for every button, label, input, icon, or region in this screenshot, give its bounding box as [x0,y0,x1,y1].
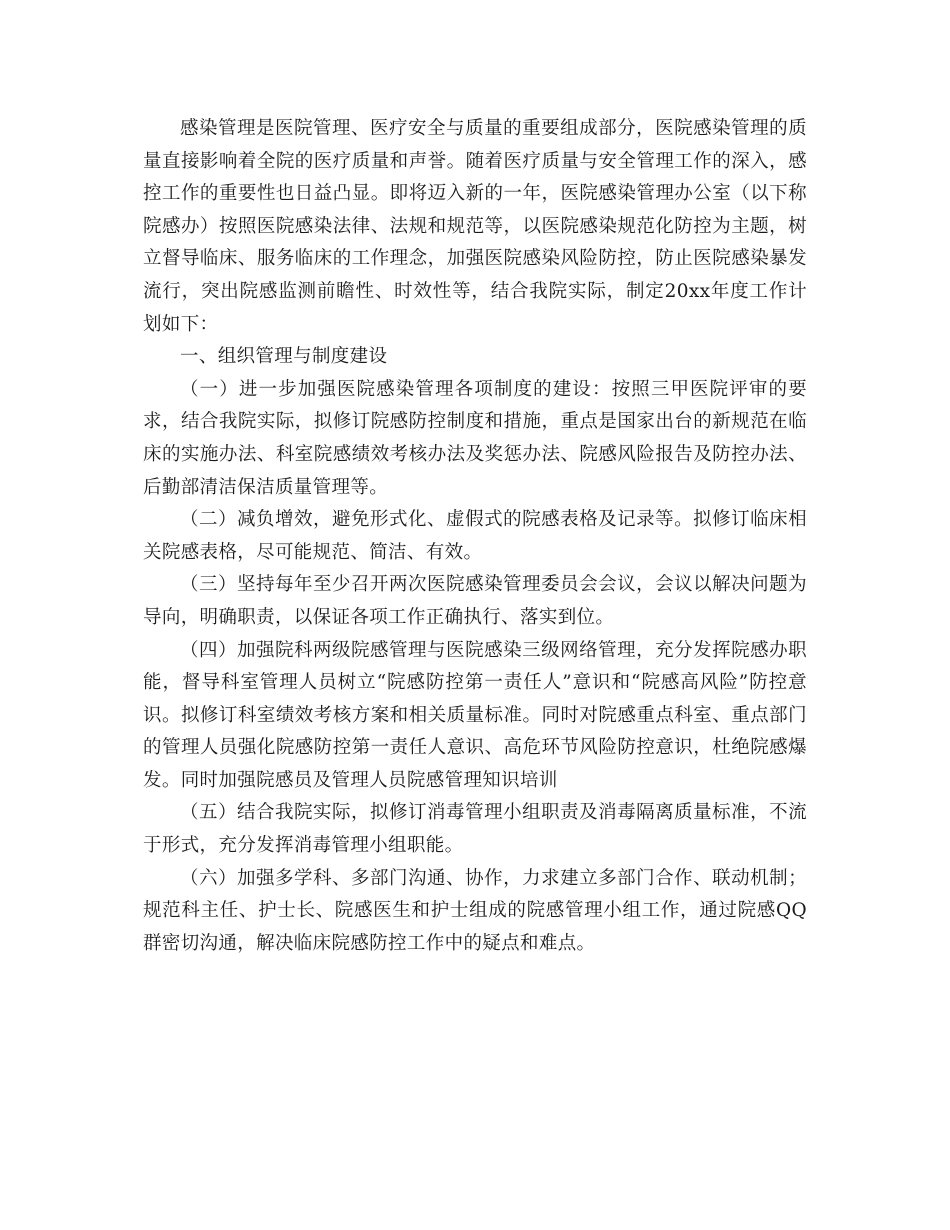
document-page [143,113,807,960]
item-paragraph-2: （二）减负增效，避免形式化、虚假式的院感表格及记录等。拟修订临床相关院感表格，尽可能规范、简洁、有效。 [143,509,807,563]
item-paragraph-5: （五）结合我院实际，拟修订消毒管理小组职责及消毒隔离质量标准，不流于形式，充分发挥消毒管理小组职能。 [143,802,807,857]
item-paragraph-1: （一）进一步加强医院感染管理各项制度的建设：按照三甲医院评审的要求，结合我院实际，拟修订院感防控制度和措施，重点是国家出台的新规范在临床的实施办法、科室院感绩效考核办法及奖惩办法、院感风险报告及防控办法、后勤部清洁保洁质量管理等。 [143,378,807,498]
intro-paragraph: 感染管理是医院管理、医疗安全与质量的重要组成部分，医院感染管理的质量直接影响着全院的医疗质量和声誉。随着医疗质量与安全管理工作的深入，感控工作的重要性也日益凸显。即将迈入新的一年，医院感染管理办公室（以下称院感办）按照医院感染法律、法规和规范等，以医院感染规范化防控为主题，树立督导临床、服务临床的工作理念，加强医院感染风险防控，防止医院感染暴发流行，突出院感监测前瞻性、时效性等，结合我院实际，制定20xx年度工作计划如下： [143,118,807,335]
item-paragraph-6: （六）加强多学科、多部门沟通、协作，力求建立多部门合作、联动机制；规范科主任、护士长、院感医生和护士组成的院感管理小组工作，通过院感QQ群密切沟通，解决临床院感防控工作中的疑点和难点。 [143,867,807,954]
item-paragraph-4: （四）加强院科两级院感管理与医院感染三级网络管理，充分发挥院感办职能，督导科室管理人员树立“院感防控第一责任人”意识和“院感高风险”防控意识。拟修订科室绩效考核方案和相关质量标准。同时对院感重点科室、重点部门的管理人员强化院感防控第一责任人意识、高危环节风险防控意识，杜绝院感爆发。同时加强院感员及管理人员院感管理知识培训 [143,639,807,791]
section-heading: 一、组织管理与制度建设 [180,346,388,368]
item-paragraph-3: （三）坚持每年至少召开两次医院感染管理委员会会议，会议以解决问题为导向，明确职责，以保证各项工作正确执行、落实到位。 [143,574,807,628]
